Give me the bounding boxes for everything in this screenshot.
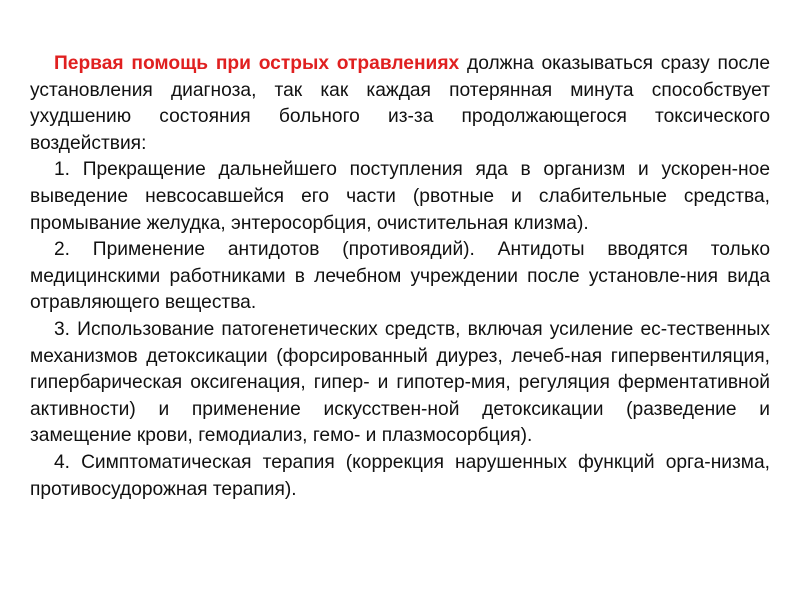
intro-paragraph: [30, 51, 770, 157]
list-item-4: 4. Симптоматическая терапия (коррекция нарушенных функций орга-низма, противосудорожная терапия).: [30, 451, 770, 500]
first-aid-text: [30, 51, 770, 503]
list-item-1: 1. Прекращение дальнейшего поступления яда в организм и ускорен-ное выведение невсосавшейся его части (рвотные и слабительные средства, промывание желудка, энтеросорбция, очистительная клизма).: [30, 159, 770, 234]
list-item-2: 2. Применение антидотов (противоядий). Антидоты вводятся только медицинскими работниками в лечебном учреждении после установле-ния вида отравляющего вещества.: [30, 239, 770, 314]
list-item-3: 3. Использование патогенетических средств, включая усиление ес-тественных механизмов детоксикации (форсированный диурез, лечеб-ная гипервентиляция, гипербарическая оксигенация, гипер- и гипотер-мия, регуляция ферментативной активности) и применение искусствен-ной детоксикации (разведение и замещение крови, гемодиализ, гемо- и плазмосорбция).: [30, 318, 770, 447]
intro-highlight: Первая помощь при острых отравлениях: [54, 53, 460, 74]
intro-text: должна оказываться сразу после установления диагноза, так как каждая потерянная минута способствует ухудшению состояния больного из-за продолжающегося токсического воздействия:: [30, 53, 770, 154]
